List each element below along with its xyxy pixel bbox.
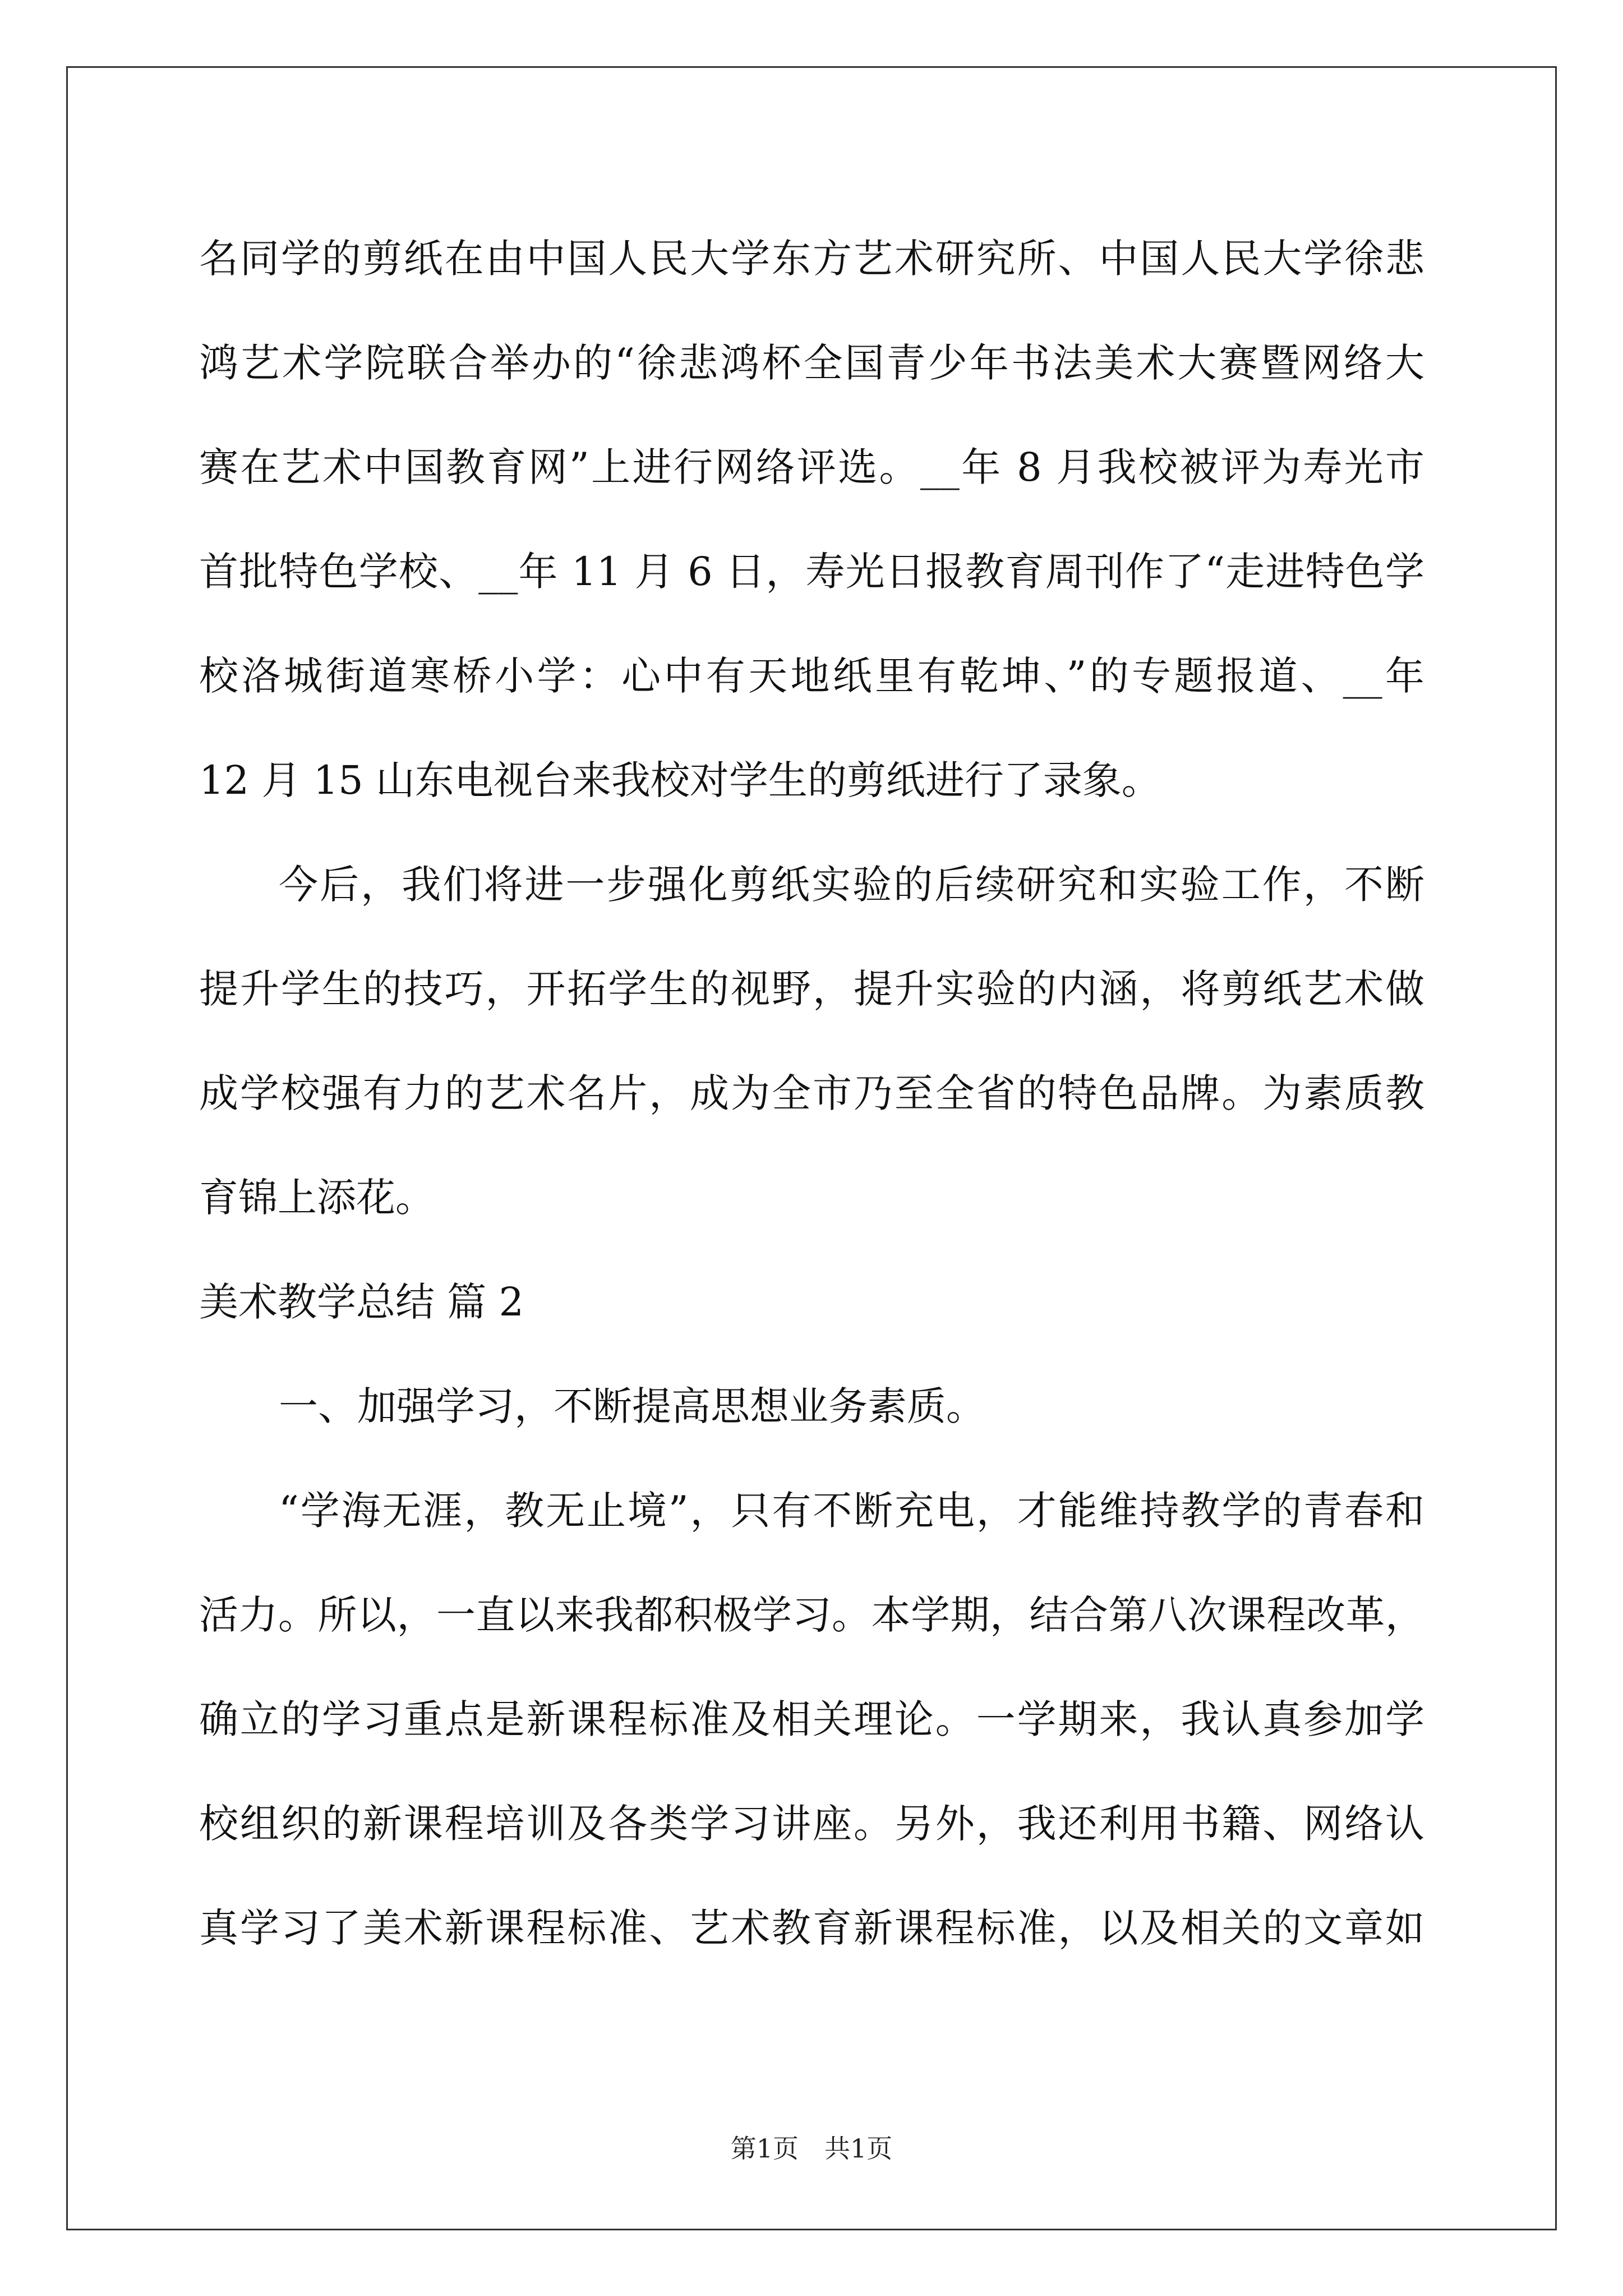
paragraph-line: 鸿艺术学院联合举办的“徐悲鸿杯全国青少年书法美术大赛暨网络大 <box>199 340 1424 386</box>
document-body <box>199 206 1424 1980</box>
paragraph-line-first: “学海无涯，教无止境”，只有不断充电，才能维持教学的青春和 <box>279 1488 1424 1534</box>
paragraph-line: 首批特色学校、__年 11 月 6 日，寿光日报教育周刊作了“走进特色学 <box>199 549 1424 595</box>
paragraph-line: 确立的学习重点是新课程标准及相关理论。一学期来，我认真参加学 <box>199 1696 1424 1742</box>
page-footer: 第1页 共1页 <box>730 2133 893 2164</box>
paragraph-line: 赛在艺术中国教育网”上进行网络评选。__年 8 月我校被评为寿光市 <box>199 444 1424 490</box>
paragraph-line: 真学习了美术新课程标准、艺术教育新课程标准，以及相关的文章如 <box>199 1905 1424 1951</box>
paragraph-line: 成学校强有力的艺术名片，成为全市乃至全省的特色品牌。为素质教 <box>199 1070 1424 1116</box>
paragraph-line: 提升学生的技巧，开拓学生的视野，提升实验的内涵，将剪纸艺术做 <box>199 966 1424 1012</box>
paragraph-line: 名同学的剪纸在由中国人民大学东方艺术研究所、中国人民大学徐悲 <box>199 236 1424 282</box>
paragraph-line: 校组织的新课程培训及各类学习讲座。另外，我还利用书籍、网络认 <box>199 1801 1424 1847</box>
paragraph-line-last: 12 月 15 山东电视台来我校对学生的剪纸进行了录象。 <box>199 757 1161 803</box>
paragraph-line-last: 育锦上添花。 <box>199 1175 435 1221</box>
paragraph-line-first: 今后，我们将进一步强化剪纸实验的后续研究和实验工作，不断 <box>279 862 1424 908</box>
subheading: 一、加强学习，不断提高思想业务素质。 <box>279 1383 985 1429</box>
paragraph-line: 活力。所以，一直以来我都积极学习。本学期，结合第八次课程改革， <box>199 1592 1424 1638</box>
paragraph-line: 校洛城街道寒桥小学：心中有天地纸里有乾坤、”的专题报道、__年 <box>199 653 1424 699</box>
section-heading: 美术教学总结 篇 2 <box>199 1279 524 1325</box>
